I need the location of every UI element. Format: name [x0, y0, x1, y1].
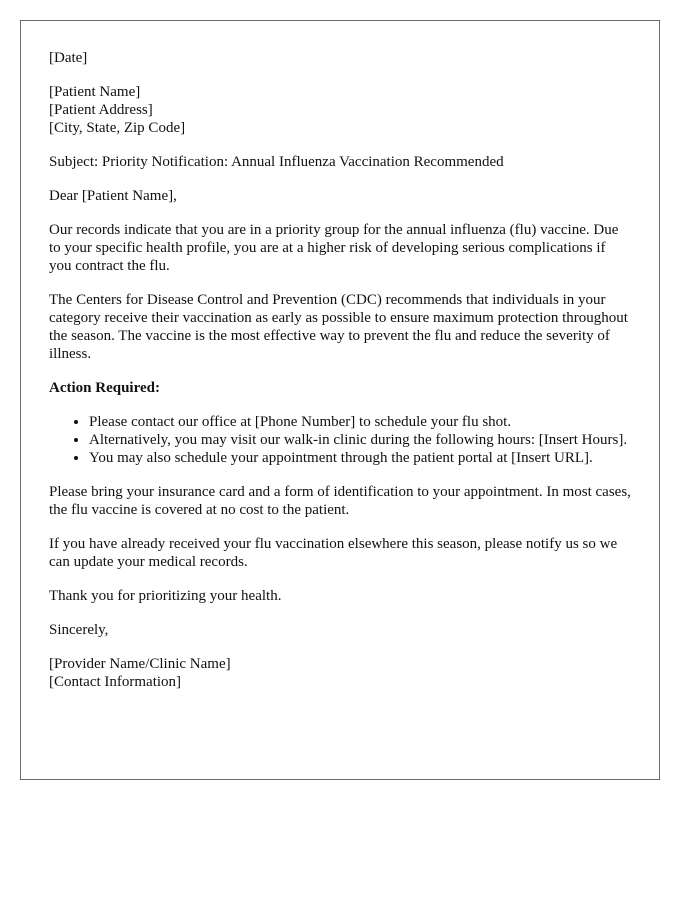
signature-provider: [Provider Name/Clinic Name] — [49, 656, 231, 672]
action-item-walk-in: • Alternatively, you may visit our walk-in clinic during the following hours: [Insert Hours]. — [89, 431, 631, 449]
action-item-phone: • Please contact our office at [Phone Number] to schedule your flu shot. — [89, 413, 631, 431]
recipient-address: [Patient Address] — [49, 102, 153, 118]
recipient-address-block — [49, 83, 631, 137]
action-list — [49, 413, 631, 467]
letter-date: [Date] — [49, 50, 88, 66]
body-paragraph-cdc-recommendation: The Centers for Disease Control and Prevention (CDC) recommends that individuals in your category receive their vaccination as early as possible to ensure maximum protection throughout the season. The vaccine is the most effective way to prevent the flu and reduce the severity of illness. — [49, 292, 628, 362]
salutation: Dear [Patient Name], — [49, 188, 177, 204]
letter-subject: Subject: Priority Notification: Annual Influenza Vaccination Recommended — [49, 154, 504, 170]
recipient-city-state-zip: [City, State, Zip Code] — [49, 120, 186, 136]
recipient-name: [Patient Name] — [49, 84, 141, 100]
signature-block — [49, 655, 631, 691]
signature-contact: [Contact Information] — [49, 674, 182, 690]
closing: Sincerely, — [49, 622, 109, 638]
letter-document — [20, 20, 660, 780]
body-paragraph-thank-you: Thank you for prioritizing your health. — [49, 588, 282, 604]
body-paragraph-insurance: Please bring your insurance card and a form of identification to your appointment. In most cases, the flu vaccine is covered at no cost to the patient. — [49, 484, 631, 518]
action-required-heading: Action Required: — [49, 380, 160, 396]
body-paragraph-priority-group: Our records indicate that you are in a priority group for the annual influenza (flu) vaccine. Due to your specific health profile, you are at a higher risk of developing serious complications if you contract the flu. — [49, 222, 619, 274]
body-paragraph-already-vaccinated: If you have already received your flu vaccination elsewhere this season, please notify us so we can update your medical records. — [49, 536, 618, 570]
action-item-portal: • You may also schedule your appointment through the patient portal at [Insert URL]. — [89, 449, 631, 467]
